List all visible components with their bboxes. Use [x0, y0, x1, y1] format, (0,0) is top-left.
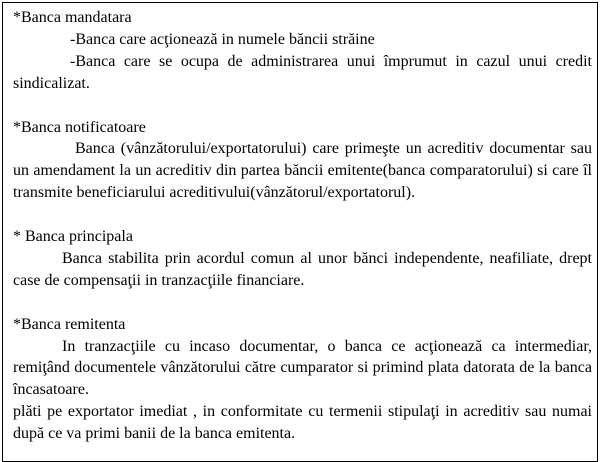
paragraph-principala: Banca stabilita prin acordul comun al unor bănci independente, neafiliate, drept case de compensaţii in tranzacţiile financiare.	[13, 249, 592, 289]
blank-line	[13, 292, 592, 314]
paragraph-mandatara-2: -Banca care se ocupa de administrarea unui împrumut in cazul unui credit sindicalizat.	[13, 52, 592, 92]
text-box	[2, 2, 598, 462]
paragraph-notificatoare: Banca (vânzătorului/exportatorului) care primeşte un acreditiv documentar sau un amendament la un acreditiv din partea băncii emitente(banca comparatorului) si care îl transmite beneficiarului acreditivului(vânzătorul/exportatorul).	[13, 140, 592, 202]
section-heading-banca-remitenta: *Banca remitenta	[13, 315, 126, 333]
paragraph-remitenta-1: In tranzacţiile cu incaso documentar, o banca ce acţionează ca intermediar, remiţând documentele vânzătorului către cumparator si primind plata datorata de la banca încasatoare.	[13, 337, 592, 399]
section-heading-banca-notificatoare: *Banca notificatoare	[13, 118, 146, 136]
section-heading-banca-principala: * Banca principala	[13, 228, 133, 246]
paragraph-remitenta-2: plăti pe exportator imediat , in conformitate cu termenii stipulaţi in acreditiv sau numai după ce va primi banii de la banca emitenta.	[13, 403, 592, 443]
blank-line	[13, 95, 592, 117]
document-content	[13, 7, 592, 445]
blank-line	[13, 204, 592, 226]
section-heading-banca-mandatara: *Banca mandatara	[13, 9, 132, 26]
paragraph-mandatara-1: -Banca care acţionează in numele băncii străine	[70, 30, 375, 48]
